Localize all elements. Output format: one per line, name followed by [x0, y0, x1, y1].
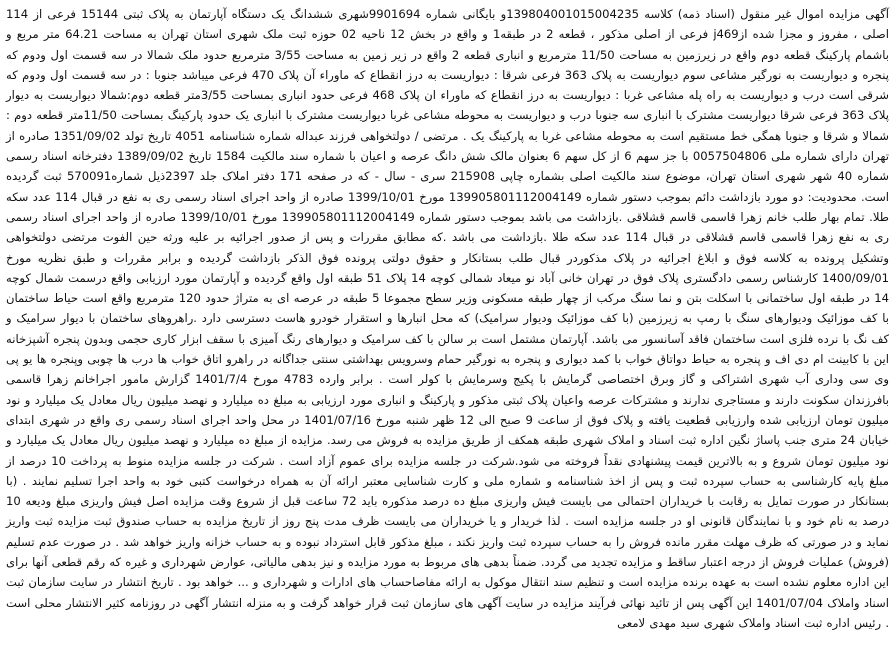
- auction-notice-body: آگهی مزایده اموال غیر منقول (اسناد ذمه) کلاسه 139804001015004235و بایگانی شماره 9901694شهری ششدانگ یک دستگاه آپارتمان به پلاک ثبتی 15144 فرعی از 114 اصلی ، مفروز و مجزا شده ازj469 فرعی از اصلی مذکور ، قطعه 2 در طبقه1 و واقع در بخش 12 ناحیه 02 حوزه ثبت ملک شهری استان تهران به مساحت 64.21 متر مربع و باشمام پارکینگ قطعه دوم واقع در زیرزمین به مساحت 11/50 مترمربع و انباری قطعه 2 واقع در زیر زمین به مساحت 3/55 مترمربع حدود ملک شمالا در سه قسمت اول ودوم که پنجره و دیواریست به نورگیر مشاعی سوم دیواریست به پلاک 363 فرعی شرقا : دیواریست به درز انقطاع که ماوراء آن پلاک 470 فرعی میباشد جنوبا : در سه قسمت اول ودوم که شرقی است درب و دیواریست به راه پله مشاعی غربا : دیواریست به درز انقطاع که ماوراء ان پلاک 468 فرعی حدود انباری بمساحت 3/55متر قطعه دوم:شمالا دیواریست به دیوار پلاک 363 فرعی شرقا دیواریست مشترک با انباری سه جنوبا درب و دیواریست به محوطه مشاعی غربا دیواریست مشترک با انباری یک حدود پارکینگ بمساحت 11/50متر قطعه دوم : شمالا و شرقا و جنوبا همگی خط مستقیم است به محوطه مشاعی غربا به پارکینگ یک . مرتضی / دولتخواهی فرزند عبداله شماره شناسنامه 4051 تاریخ تولد 1351/09/02 صادره از تهران دارای شماره ملی 0057504806 با جز سهم 6 از کل سهم 6 بعنوان مالک شش دانگ عرصه و اعیان با شماره سند مالکیت 1584 تاریخ 1389/09/02 دفترخانه اسناد رسمی شماره 40 شهر شهری استان تهران، موضوع سند مالکیت اصلی بشماره چاپی 215908 سری - سال - که در صفحه 171 دفتر املاک جلد 2397ذیل شماره570091 ثبت گردیده است. محدودیت: دو مورد بازداشت دائم بموجب دستور شماره 139905801112004149 مورخ 1399/10/01 صادره از واحد اجرای اسناد رسمی ری به نفع در قبال 114 عدد سکه طلا. تمام بهار طلب خانم زهرا قاسمی قاسم قشلاقی .بازداشت می باشد بموجب دستور شماره 139905801112004149 مورخ 1399/10/01 صادره از واحد اجرای اسناد رسمی ری به نفع زهرا قاسمی قاسم قشلاقی در قبال 114 عدد سکه طلا .بازداشت می باشد .که مطابق مقررات و پس از صدور اجرائیه بر علیه ورثه حین الفوت مرتضی دولتخواهی وتشکیل پرونده به کلاسه فوق و ابلاغ اجرائیه در پلاک مذکوردر قبال طلب بستانکار و حقوق دولتی پرونده فوق الذکر بازداشت گردیده و برابر مقررات و طبق نظریه مورخ 1400/09/01 کارشناس رسمی دادگستری پلاک فوق در تهران خانی آباد نو میعاد شمالی کوچه 14 پلاک 51 طبقه اول واقع گردیده و آپارتمان مورد ارزیابی واقع درسمت شمال کوچه 14 در طبقه اول ساختمانی با اسکلت بتن و نما سنگ مرکب از چهار طبقه مسکونی وزیر سطح مجموعا 5 طبقه در عرصه ای به متراژ حدود 120 مترمربع واقع است حیاط ساختمان با کف موزائیک ودیوارهای سنگ با رمپ به زیرزمین (با کف موزائیک ودیوار سرامیک) که محل انبارها و استقرار خودرو هاست دسترسی دارد .راهروهای ساختمان با دیوار سرامیک و کف نگ با نرده فلزی است ساختمان فاقد آسانسور می باشد. آپارتمان مشتمل است بر سالن با کف سرامیک و دیوارهای رنگ آمیزی با سقف ابزار کاری حجمی وبدون پنجره آشپزخانه این با کابینت ام دی اف و پنجره به حیاط دواتاق خواب با کمد دیواری و پنجره به نورگیر حمام وسرویس بهداشتی سنتی جداگانه در راهرو اتاق خواب ها درب ها چوبی وپنجره ها یو پی وی سی وداری آب شهری اشتراکی و گاز وبرق اختصاصی گرمایش با پکیج وسرمایش با کولر است . برابر وارده 4783 مورخ 1401/7/4 گزارش مامور اجراخانم زهرا قاسمی بافرزندان سکونت دارند و مستاجری ندارند و مشترکات عرصه واعیان پلاک ثبتی مذکور و پارکینگ و انباری مورد ارزیابی به مبلغ ده میلیارد و نهصد میلیون ریال معادل یک میلیارد و نود میلیون تومان ارزیابی شده وارزیابی قطعیت یافته و پلاک فوق از ساعت 9 صبح الی 12 ظهر شنبه مورخ 1401/07/16 در محل واحد اجرای اسناد رسمی ری واقع در شهری ابتدای خیابان 24 متری جنب پاساژ نگین اداره ثبت اسناد و املاک شهری طبقه همکف از طریق مزایده به فروش می رسد. مزایده از مبلغ ده میلیارد و نهصد میلیون ریال معادل یک میلیارد و نود میلیون تومان شروع و به بالاترین قیمت پیشنهادی نقداً فروخته می شود.شرکت در جلسه مزایده برای عموم آزاد است . شرکت در جلسه مزایده منوط به پرداخت 10 درصد از مبلغ پایه کارشناسی به حساب سپرده ثبت و پس از اخذ شناسنامه و شماره ملی و کارت شناسایی معتبر ارائه آن به همراه درخواست کتبی خود به واحد اجرا تسلیم نمایند . (با بستانکار در صورت تمایل به رقابت با خریداران احتمالی می بایست فیش واریزی مبلغ ده درصد مذکوره باید 72 ساعت قبل از شروع وقت مزایده اصل فیش واریزی مبلغ ودیعه 10 درصد به نام خود و با نمایندگان قانونی او در جلسه مزایده است . لذا خریدار و یا خریداران می بایست ظرف مدت پنج روز از تاریخ مزایده به حساب صندوق ثبت مزایده ثبت واریز نماید و در صورتی که ظرف مهلت مقرر مانده فروش را به حساب سپرده ثبت واریز نکند ، مبلغ مذکور قابل استرداد نبوده و به حساب خزانه واریز خواهد شد . در صورت عدم تسلیم (فروش) عملیات فروش از درجه اعتبار ساقط و مزایده تجدید می گردد. ضمناً بدهی های مربوط به مورد مزایده و نیز بدهی مالیاتی، عوارض شهرداری و غیره که رقم قطعی آنها برای این اداره معلوم نشده است به عهده برنده مزایده است و تنظیم سند انتقال موکول به ارائه مفاصاحساب های ادارات و شهرداری و ... خواهد بود . تاریخ انتشار در سایت سازمان ثبت اسناد واملاک 1401/07/04 این آگهی پس از تائید نهائی فرآیند مزایده در سایت آگهی های سازمان ثبت قرار خواهد گرفت و به منزله انتشار آگهی در روزنامه کثیر الانتشار محلی است . رئیس اداره ثبت اسناد واملاک شهری سید مهدی لامعی: [6, 7, 890, 630]
